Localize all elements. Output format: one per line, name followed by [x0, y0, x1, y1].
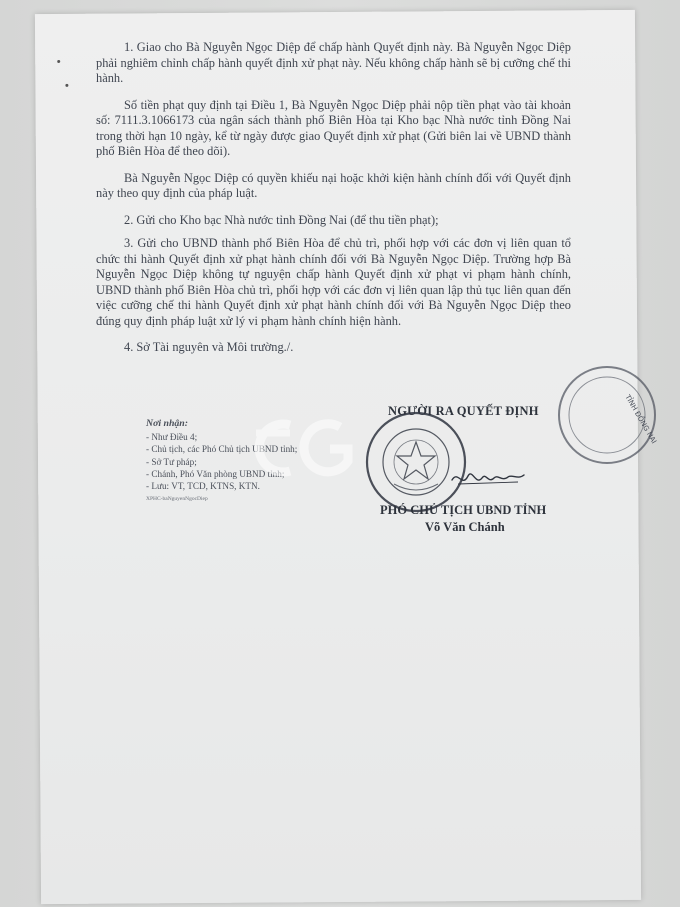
signer-role: PHÓ CHỦ TỊCH UBND TỈNH — [380, 503, 547, 517]
recipients-heading: Nơi nhận: — [146, 418, 189, 429]
signer-name: Võ Văn Chánh — [425, 520, 505, 534]
document-body — [96, 40, 571, 367]
paragraph-6: 4. Sở Tài nguyên và Môi trường./. — [124, 340, 294, 354]
recipient-item: - Như Điều 4; — [146, 432, 198, 443]
watermark-logo-icon — [230, 413, 380, 483]
signing-authority-title: NGƯỜI RA QUYẾT ĐỊNH — [388, 404, 539, 418]
recipient-item: - Sở Tư pháp; — [146, 456, 197, 467]
paragraph-1: 1. Giao cho Bà Nguyễn Ngọc Diệp để chấp hành Quyết định này. Bà Nguyễn Ngọc Diệp phải nghiêm chỉnh chấp hành quyết định xử phạt này. Nếu không chấp hành sẽ bị cưỡng chế thi hành. — [96, 40, 571, 85]
paragraph-5: 3. Gửi cho UBND thành phố Biên Hòa để chủ trì, phối hợp với các đơn vị liên quan tổ chức thi hành Quyết định xử phạt hành chính đối với Bà Nguyễn Ngọc Diệp. Trường hợp Bà Nguyễn Ngọc Diệp không tự nguyện chấp hành Quyết định xử phạt vi phạm hành chính, UBND thành phố Biên Hòa chủ trì, phối hợp với các đơn vị liên quan lập thủ tục liên quan đến việc cưỡng chế thi hành Quyết định xử phạt hành chính đối với Bà Nguyễn Ngọc Diệp theo đúng quy định pháp luật xử lý vi phạm hành chính hiện hành. — [96, 236, 571, 328]
svg-text:TỈNH ĐỒNG NAI: TỈNH ĐỒNG NAI — [623, 393, 658, 446]
paragraph-3: Bà Nguyễn Ngọc Diệp có quyền khiếu nại hoặc khởi kiện hành chính đối với Quyết định này theo quy định của pháp luật. — [96, 170, 571, 200]
partial-seal-icon — [552, 360, 662, 470]
file-code: XPHC-baNguyenNgocDiep — [146, 496, 208, 503]
handwritten-signature — [448, 462, 528, 492]
paragraph-4: 2. Gửi cho Kho bạc Nhà nước tỉnh Đồng Nai (để thu tiền phạt); — [124, 212, 439, 227]
recipient-item: - Lưu: VT, TCD, KTNS, KTN. — [146, 481, 260, 492]
punch-dot — [65, 84, 68, 87]
recipient-item: - Chủ tịch, các Phó Chủ tịch UBND tỉnh; — [146, 444, 298, 455]
recipient-item: - Chánh, Phó Văn phòng UBND tỉnh; — [146, 468, 285, 479]
punch-dot — [57, 60, 60, 63]
paragraph-2: Số tiền phạt quy định tại Điều 1, Bà Nguyễn Ngọc Diệp phải nộp tiền phạt vào tài khoản số: 7111.3.1066173 của ngân sách thành phố Biên Hòa tại Kho bạc Nhà nước tỉnh Đồng Nai trong thời hạn 10 ngày, kể từ ngày được giao Quyết định xử phạt (Gửi biên lai về UBND thành phố Biên Hòa để theo dõi). — [96, 97, 571, 158]
